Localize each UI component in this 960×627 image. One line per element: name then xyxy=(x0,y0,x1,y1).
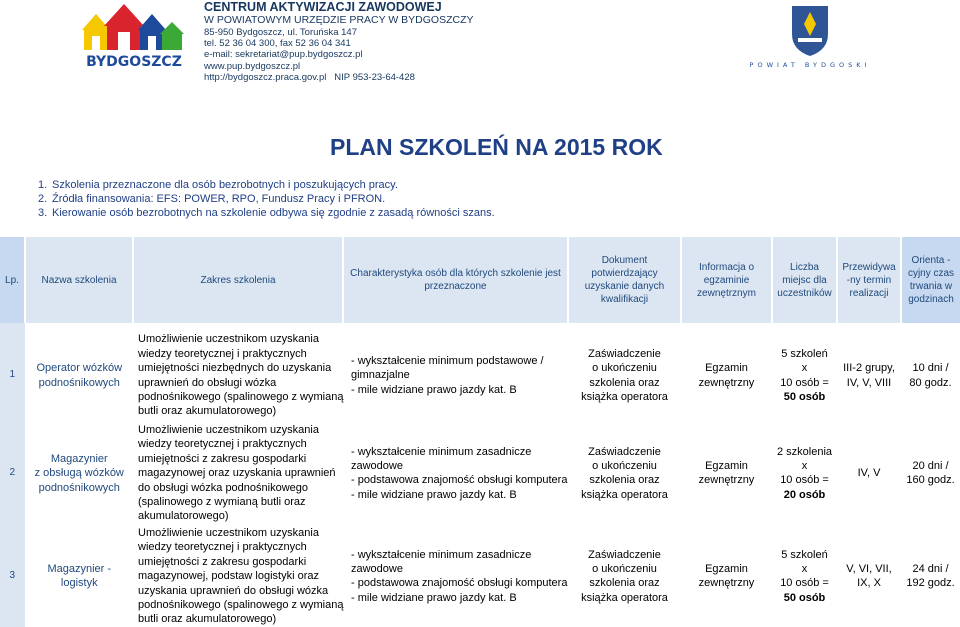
header-lp: Lp. xyxy=(0,237,25,323)
org-website[interactable]: www.pup.bydgoszcz.pl xyxy=(204,60,301,72)
logo-left-text: BYDGOSZCZ xyxy=(86,54,182,70)
external-exam: Egzamin zewnętrzny xyxy=(698,562,755,590)
note-number: 1. xyxy=(38,179,48,191)
bydgoszcz-logo xyxy=(74,0,194,72)
org-name: CENTRUM AKTYWIZACJI ZAWODOWEJ xyxy=(204,0,442,14)
external-exam: Egzamin zewnętrzny xyxy=(698,362,755,389)
org-phones: tel. 52 36 04 300, fax 52 36 04 341 xyxy=(204,38,351,50)
qualification-document: Zaświadczenie o ukończeniu szkolenia oraz książka operatora xyxy=(581,548,668,604)
external-exam: Egzamin zewnętrzny xyxy=(698,460,755,487)
places-count: 5 szkoleń x 10 osób = 50 osób xyxy=(780,548,829,604)
table-row xyxy=(0,423,960,524)
note-item xyxy=(38,206,495,220)
duration: 20 dni / 160 godz. xyxy=(906,460,955,487)
planned-term: V, VI, VII, IX, X xyxy=(846,562,892,590)
logo-right-text: POWIAT BYDGOSKI xyxy=(749,61,871,69)
organization-info xyxy=(204,0,504,83)
row-number: 2 xyxy=(0,423,25,524)
header-characteristics: Charakterystyka osób dla których szkolenie jest przeznaczone xyxy=(343,237,568,323)
header-name: Nazwa szkolenia xyxy=(25,237,133,323)
qualification-document: Zaświadczenie o ukończeniu szkolenia oraz książka operatora xyxy=(581,347,668,403)
places-count: 5 szkoleń x 10 osób = 50 osób xyxy=(780,347,829,403)
org-website-2 xyxy=(204,72,504,83)
page-title: PLAN SZKOLEŃ NA 2015 ROK xyxy=(330,134,663,160)
row-number: 1 xyxy=(0,328,25,423)
duration: 10 dni / 80 godz. xyxy=(909,362,952,389)
header-scope: Zakres szkolenia xyxy=(133,237,343,323)
table-row xyxy=(0,524,960,627)
participant-characteristics: - wykształcenie minimum podstawowe / gimnazjalne - mile widziane prawo jazdy kat. B xyxy=(351,354,544,396)
participant-characteristics: - wykształcenie minimum zasadnicze zawodowe - podstawowa znajomość obsługi komputera - mile widziane prawo jazdy kat. B xyxy=(351,548,568,604)
header-term: Przewidywa -ny termin realizacji xyxy=(837,237,901,323)
note-text: Kierowanie osób bezrobotnych na szkolenie odbywa się zgodnie z zasadą równości szans. xyxy=(52,207,495,219)
qualification-document: Zaświadczenie o ukończeniu szkolenia oraz książka operatora xyxy=(581,445,668,501)
note-number: 2. xyxy=(38,193,48,205)
note-item xyxy=(38,178,495,192)
training-name: Magazynier - logistyk xyxy=(47,562,112,590)
org-address: 85-950 Bydgoszcz, ul. Toruńska 147 xyxy=(204,27,357,38)
table-header-row xyxy=(0,237,960,323)
header-exam: Informacja o egzaminie zewnętrznym xyxy=(681,237,772,323)
table-row xyxy=(0,328,960,423)
training-table xyxy=(0,237,960,627)
training-scope: Umożliwienie uczestnikom uzyskania wiedzy teoretycznej i praktycznych umiejętności niezbędnych do uzyskania uprawnień do obsługi wózka podnośnikowego (spalinowego z wymianą butli oraz akumulatorowego) xyxy=(138,333,344,418)
powiat-crest-icon xyxy=(730,0,890,75)
planned-term: IV, V xyxy=(857,467,881,480)
training-scope: Umożliwienie uczestnikom uzyskania wiedzy teoretycznej i praktycznych umiejętności z zakresu gospodarki magazynowej, podstaw logistyki oraz uzyskania uprawnień do obsługi wózka podnośnikowego (spalinowego z wymianą butli oraz akumulatorowego) xyxy=(138,526,344,626)
duration: 24 dni / 192 godz. xyxy=(906,562,955,590)
org-sub: W POWIATOWYM URZĘDZIE PRACY W BYDGOSZCZY xyxy=(204,14,474,26)
org-email[interactable]: e-mail: sekretariat@pup.bydgoszcz.pl xyxy=(204,49,363,61)
note-number: 3. xyxy=(38,207,48,219)
header-places: Liczba miejsc dla uczestników xyxy=(772,237,837,323)
row-number: 3 xyxy=(0,524,25,627)
training-name: Operator wózków podnośnikowych xyxy=(36,362,123,389)
header-duration: Orienta - cyjny czas trwania w godzinach xyxy=(901,237,960,323)
city-logo-icon xyxy=(74,0,194,72)
header-document: Dokument potwierdzający uzyskanie danych kwalifikacji xyxy=(568,237,681,323)
note-text: Szkolenia przeznaczone dla osób bezrobotnych i poszukujących pracy. xyxy=(52,179,398,191)
training-name: Magazynier z obsługą wózków podnośnikowych xyxy=(34,452,124,494)
powiat-logo xyxy=(730,0,890,75)
org-nip: NIP 953-23-64-428 xyxy=(334,71,415,83)
participant-characteristics: - wykształcenie minimum zasadnicze zawodowe - podstawowa znajomość obsługi komputera - mile widziane prawo jazdy kat. B xyxy=(351,445,568,501)
training-scope: Umożliwienie uczestnikom uzyskania wiedzy teoretycznej i praktycznych umiejętności z zakresu gospodarki magazynowej oraz uzyskania uprawnień do obsługi wózka podnośnikowego (spalinowego z wymianą butli oraz akumulatorowego) xyxy=(138,424,336,523)
org-web2-link[interactable]: http://bydgoszcz.praca.gov.pl xyxy=(204,71,327,83)
note-text: Źródła finansowania: EFS: POWER, RPO, Fundusz Pracy i PFRON. xyxy=(52,193,386,205)
planned-term: III-2 grupy, IV, V, VIII xyxy=(843,362,895,389)
places-count: 2 szkolenia x 10 osób = 20 osób xyxy=(776,445,833,501)
note-item xyxy=(38,192,495,206)
notes-list xyxy=(38,178,495,220)
